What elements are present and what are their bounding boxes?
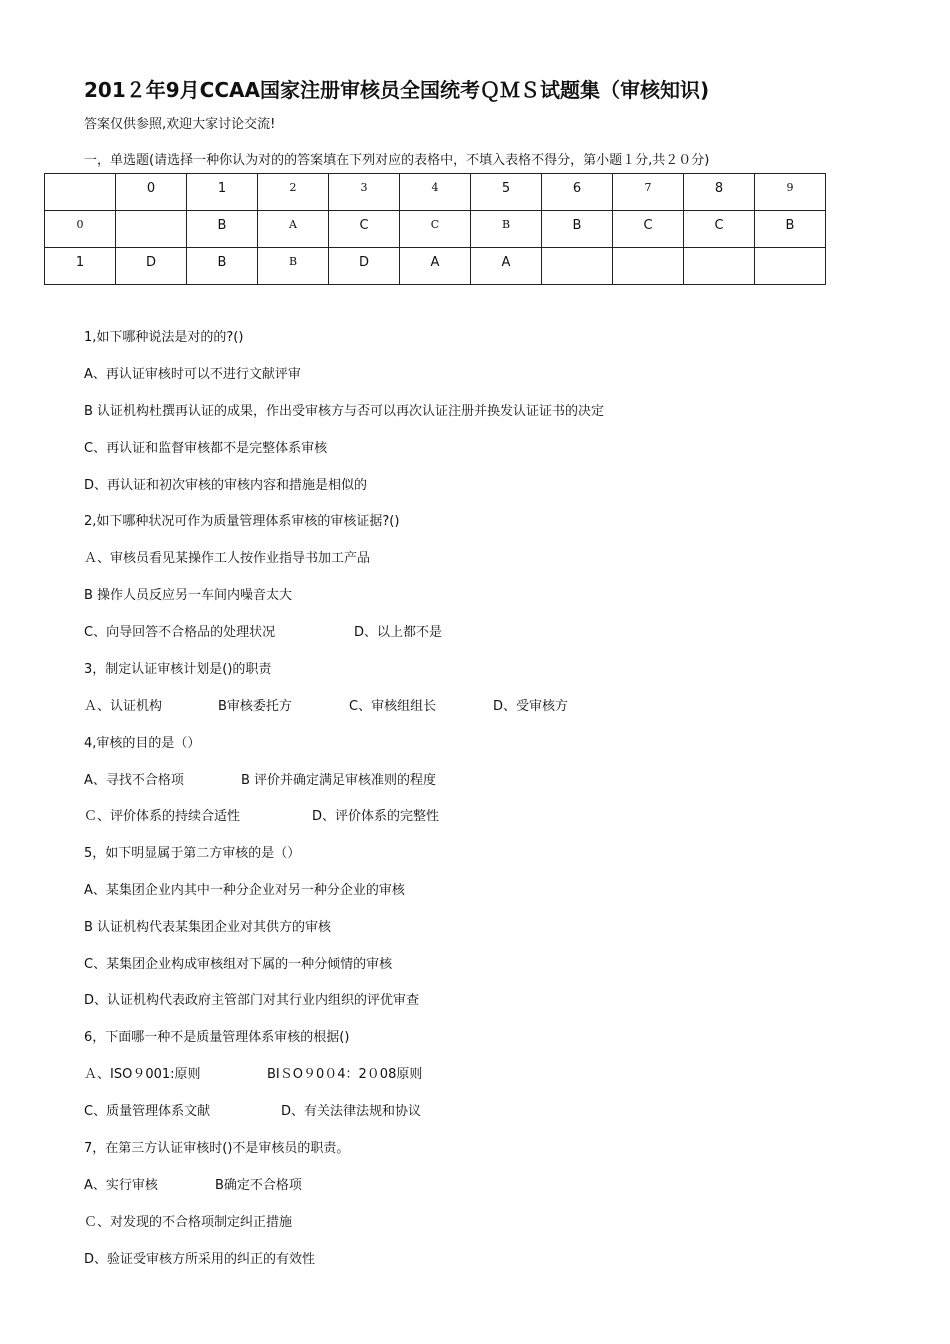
option-d: D、验证受审核方所采用的纠正的有效性 [84, 1252, 316, 1267]
table-cell: A [400, 248, 471, 285]
option-c: C、再认证和监督审核都不是完整体系审核 [84, 441, 328, 456]
table-cell: 1 [187, 174, 258, 211]
table-cell: 9 [755, 174, 826, 211]
document-title: 201２年9月CCAA国家注册审核员全国统考ＱＭＳ试题集（审核知识) [84, 78, 710, 102]
option-a: Ａ、ISO９001:原则 [84, 1067, 201, 1082]
option-row [84, 1177, 302, 1195]
option-c: C、审核组组长 [349, 699, 437, 714]
table-cell: B [187, 211, 258, 248]
option-d: D、有关法律法规和协议 [281, 1104, 422, 1119]
option-b: B确定不合格项 [215, 1178, 302, 1193]
option-d: D、以上都不是 [354, 625, 443, 640]
option-row [84, 808, 439, 826]
table-cell: C [400, 211, 471, 248]
table-cell: 1 [45, 248, 116, 285]
option-a: Ａ、认证机构 [84, 699, 163, 714]
option-c: Ｃ、对发现的不合格项制定纠正措施 [84, 1215, 293, 1230]
note-text: 答案仅供参照,欢迎大家讨论交流! [84, 117, 276, 132]
table-cell: 8 [684, 174, 755, 211]
table-cell [45, 174, 116, 211]
option-b: B 操作人员反应另一车间内噪音太大 [84, 588, 293, 603]
option-d: D、再认证和初次审核的审核内容和措施是相似的 [84, 478, 368, 493]
answer-table-row [45, 211, 826, 248]
table-cell: B [258, 248, 329, 285]
option-d: D、受审核方 [493, 699, 569, 714]
question-stem: 1,如下哪种说法是对的的?() [84, 330, 244, 345]
question-stem: 6，下面哪一种不是质量管理体系审核的根据() [84, 1030, 350, 1045]
option-a: A、再认证审核时可以不进行文献评审 [84, 367, 301, 382]
option-row [84, 772, 436, 790]
option-b: B 认证机构代表某集团企业对其供方的审核 [84, 920, 332, 935]
table-cell: C [329, 211, 400, 248]
option-a: A、某集团企业内其中一种分企业对另一种分企业的审核 [84, 883, 405, 898]
table-cell: B [187, 248, 258, 285]
table-cell [542, 248, 613, 285]
option-c: Ｃ、评价体系的持续合适性 [84, 809, 241, 824]
table-cell [613, 248, 684, 285]
table-cell [755, 248, 826, 285]
option-row [84, 624, 442, 642]
question-stem: 2,如下哪种状况可作为质量管理体系审核的审核证据?() [84, 514, 400, 529]
option-b: B审核委托方 [218, 699, 292, 714]
table-cell: B [471, 211, 542, 248]
option-a: A、实行审核 [84, 1178, 158, 1193]
table-cell: 0 [45, 211, 116, 248]
table-cell: 3 [329, 174, 400, 211]
option-c: C、某集团企业构成审核组对下属的一种分倾情的审核 [84, 957, 393, 972]
option-c: C、质量管理体系文献 [84, 1104, 211, 1119]
question-stem: 5，如下明显属于第二方审核的是（） [84, 846, 301, 861]
option-b: B 评价并确定满足审核准则的程度 [241, 773, 437, 788]
option-d: D、认证机构代表政府主管部门对其行业内组织的评优审查 [84, 993, 420, 1008]
table-cell: 5 [471, 174, 542, 211]
answer-table [44, 173, 826, 285]
table-cell: 6 [542, 174, 613, 211]
table-cell: D [116, 248, 187, 285]
option-row [84, 1103, 421, 1121]
option-a: A、寻找不合格项 [84, 773, 184, 788]
table-cell: 2 [258, 174, 329, 211]
option-row [84, 698, 568, 716]
option-b: B 认证机构杜撰再认证的成果，作出受审核方与否可以再次认证注册并换发认证证书的决定 [84, 404, 605, 419]
table-cell: C [613, 211, 684, 248]
table-cell: C [684, 211, 755, 248]
option-a: Ａ、审核员看见某操作工人按作业指导书加工产品 [84, 551, 371, 566]
table-cell: D [329, 248, 400, 285]
table-cell [684, 248, 755, 285]
table-cell: 0 [116, 174, 187, 211]
table-cell: A [471, 248, 542, 285]
question-stem: 7，在第三方认证审核时()不是审核员的职责。 [84, 1141, 350, 1156]
question-stem: 3，制定认证审核计划是()的职责 [84, 662, 272, 677]
option-b: BIＳO９0０4：2０08原则 [267, 1067, 423, 1082]
table-cell: B [755, 211, 826, 248]
table-cell [116, 211, 187, 248]
table-cell: 4 [400, 174, 471, 211]
table-cell: A [258, 211, 329, 248]
table-cell: B [542, 211, 613, 248]
option-c: C、向导回答不合格品的处理状况 [84, 625, 276, 640]
answer-table-header-row [45, 174, 826, 211]
option-row [84, 1066, 422, 1084]
question-stem: 4,审核的目的是（） [84, 736, 201, 751]
answer-table-row [45, 248, 826, 285]
table-cell: 7 [613, 174, 684, 211]
option-d: D、评价体系的完整性 [312, 809, 440, 824]
section-intro: 一，单选题(请选择一种你认为对的的答案填在下列对应的表格中，不填入表格不得分，第小题１分,共２０分) [84, 153, 710, 168]
